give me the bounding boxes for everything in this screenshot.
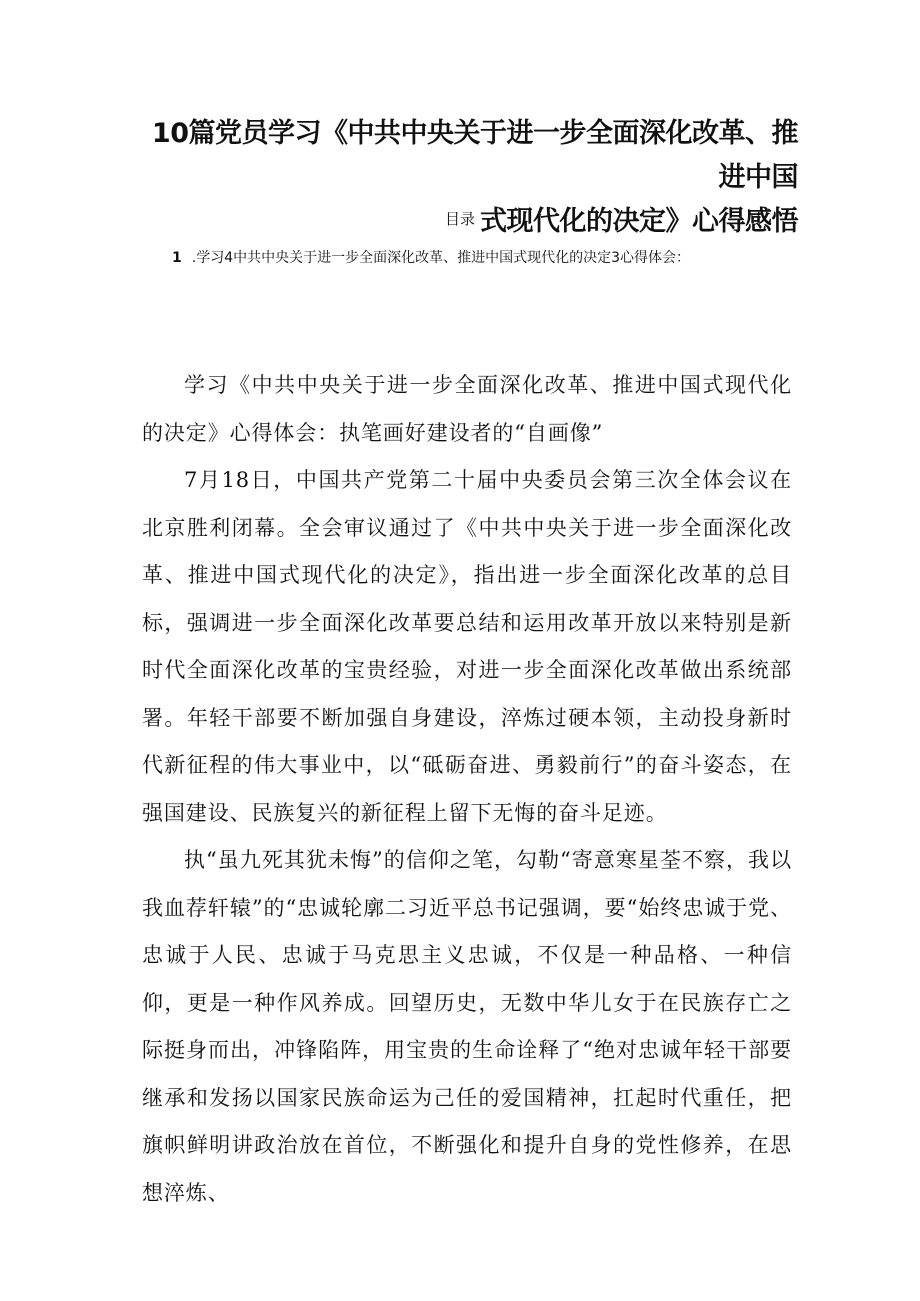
toc-item-label: .学习4中共中央关于进一步全面深化改革、推进中国式现代化的决定3心得体会： xyxy=(191,250,691,266)
toc-heading: 目录 xyxy=(444,210,475,228)
title-line-2: 式现代化的决定》心得感悟 xyxy=(480,206,798,237)
body-text xyxy=(142,362,792,1217)
toc-item[interactable] xyxy=(172,247,690,269)
toc-item-number: 1 xyxy=(172,250,182,266)
title-line-1: 10篇党员学习《中共中央关于进一步全面深化改革、推进中国 xyxy=(151,118,798,193)
body-paragraph: 执“虽九死其犹未悔”的信仰之笔，勾勒“寄意寒星荃不察，我以我血荐轩辕”的“忠诚轮廓二习近平总书记强调，要“始终忠诚于党、忠诚于人民、忠诚于马克思主义忠诚，不仅是一种品格、一种信仰，更是一种作风养成。回望历史，无数中华儿女于在民族存亡之际挺身而出，冲锋陷阵，用宝贵的生命诠释了“绝对忠诚年轻干部要继承和发扬以国家民族命运为己任的爱国精神，扛起时代重任，把旗帜鲜明讲政治放在首位，不断强化和提升自身的党性修养，在思想淬炼、 xyxy=(142,848,792,1205)
section-heading-paragraph: 学习《中共中央关于进一步全面深化改革、推进中国式现代化的决定》心得体会：执笔画好建设者的“自画像” xyxy=(142,373,792,445)
body-paragraph: 7月18日，中国共产党第二十届中央委员会第三次全体会议在北京胜利闭幕。全会审议通过了《中共中央关于进一步全面深化改革、推进中国式现代化的决定》，指出进一步全面深化改革的总目标，强调进一步全面深化改革要总结和运用改革开放以来特别是新时代全面深化改革的宝贵经验，对进一步全面深化改革做出系统部署。年轻干部要不断加强自身建设，淬炼过硬本领，主动投身新时代新征程的伟大事业中，以“砥砺奋进、勇毅前行”的奋斗姿态，在强国建设、民族复兴的新征程上留下无悔的奋斗足迹。 xyxy=(142,468,792,825)
